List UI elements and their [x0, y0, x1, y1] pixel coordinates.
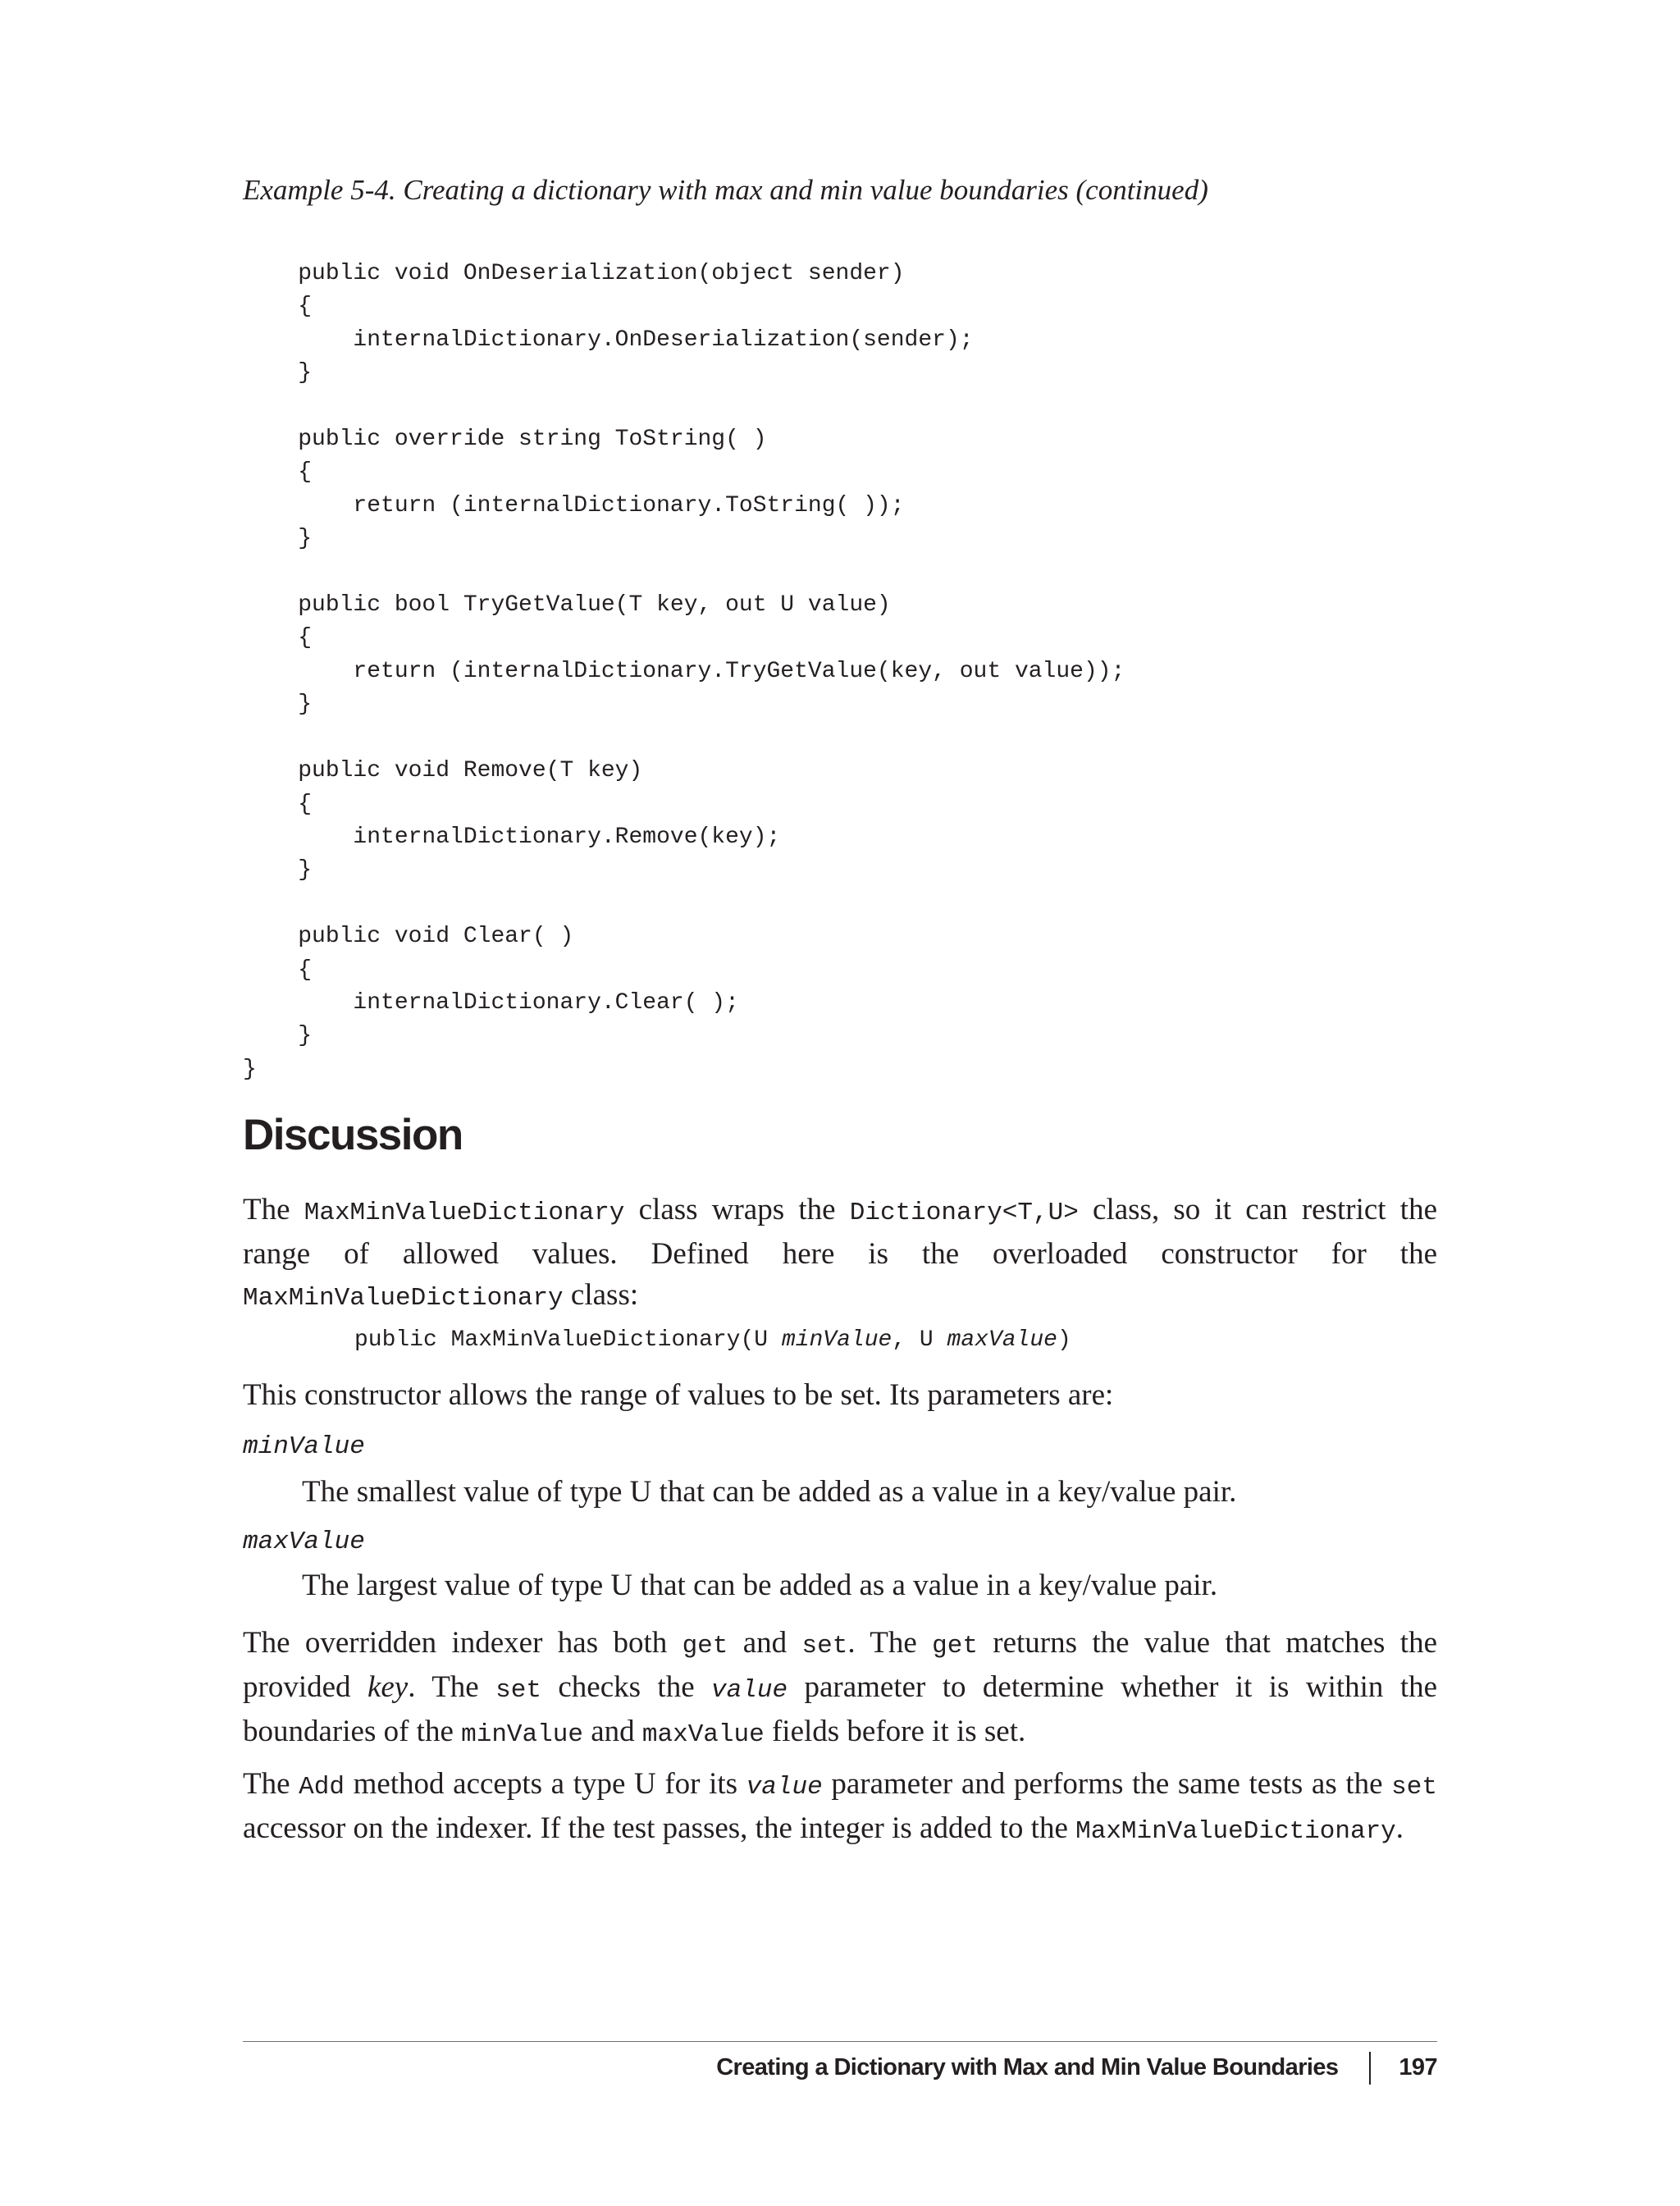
footer-rule [243, 2041, 1437, 2042]
section-heading: Discussion [243, 1111, 463, 1159]
param-term-minvalue: minValue [243, 1432, 365, 1461]
paragraph-indexer: The overridden indexer has both get and set. The get returns the value that matches the provided key. The set checks the value parameter to determine whether it is within the boundaries of the minValue and maxValue fields before it is set. [243, 1626, 1438, 1749]
page-number: 197 [1399, 2054, 1437, 2080]
example-title: Creating a dictionary with max and min value boundaries (continued) [403, 174, 1208, 206]
param-desc-minvalue: The smallest value of type U that can be added as a value in a key/value pair. [302, 1475, 1237, 1509]
example-label: Example 5-4. [243, 174, 396, 206]
running-title: Creating a Dictionary with Max and Min Value Boundaries [716, 2054, 1339, 2080]
param-desc-maxvalue: The largest value of type U that can be added as a value in a key/value pair. [302, 1569, 1218, 1602]
param-term-maxvalue: maxValue [243, 1528, 365, 1556]
code-listing: public void OnDeserialization(object sender) { internalDictionary.OnDeserialization(sender); } public override string ToString( ) { return (internalDictionary.ToString( )); } public bool TryGetValue(T key, out U value) { return (internalDictionary.TryGetValue(key, out value)); } public void Remove(T key) { internalDictionary.Remove(key); } public void Clear( ) { internalDictionary.Clear( ); } } [243, 261, 1125, 1082]
example-caption [243, 171, 1208, 210]
paragraph-constructor: This constructor allows the range of values to be set. Its parameters are: [243, 1378, 1114, 1412]
paragraph-intro: The MaxMinValueDictionary class wraps the Dictionary<T,U> class, so it can restrict the range of allowed values. Defined here is the overloaded constructor for the MaxMinValueDictionary class: [243, 1193, 1437, 1313]
page-footer [243, 2048, 1437, 2087]
constructor-signature: public MaxMinValueDictionary(U minValue, U maxValue) [354, 1327, 1071, 1353]
footer-separator [1369, 2052, 1371, 2085]
paragraph-add-method: The Add method accepts a type U for its value parameter and performs the same tests as the set accessor on the indexer. If the test passes, the integer is added to the MaxMinValueDictionary. [243, 1767, 1437, 1846]
